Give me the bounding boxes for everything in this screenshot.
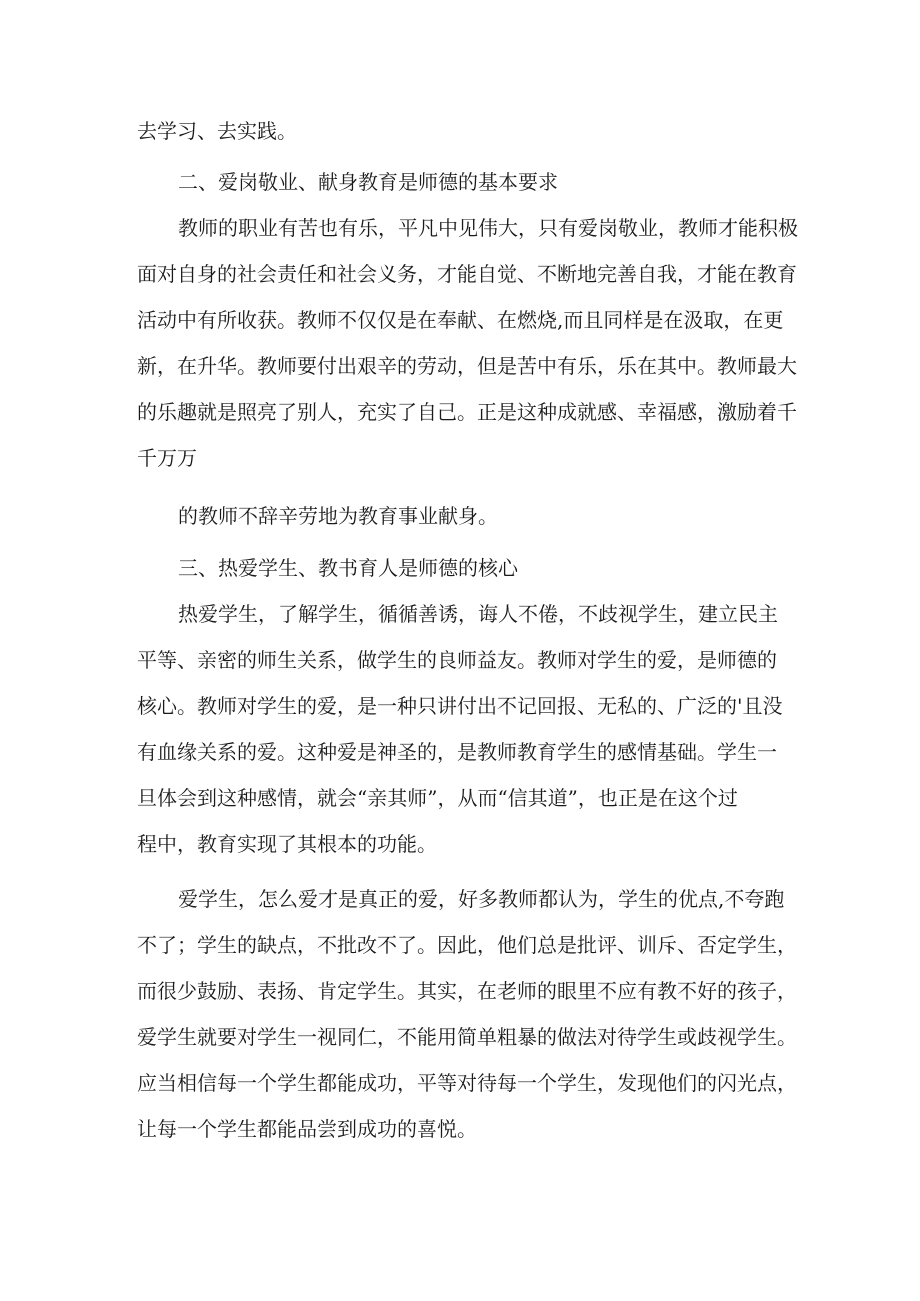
text-line: 不了；学生的缺点，不批改不了。因此，他们总是批评、训斥、否定学生， bbox=[137, 933, 797, 957]
section-heading: 三、热爱学生、教书育人是师德的核心 bbox=[178, 556, 518, 580]
text-line: 热爱学生，了解学生，循循善诱，诲人不倦，不歧视学生，建立民主 bbox=[178, 602, 778, 626]
text-line: 面对自身的社会责任和社会义务，才能自觉、不断地完善自我，才能在教育 bbox=[137, 262, 797, 286]
text-line: 旦体会到这种感情，就会“亲其师”，从而“信其道”，也正是在这个过 bbox=[137, 786, 738, 810]
text-line: 核心。教师对学生的爱，是一种只讲付出不记回报、无私的、广泛的'且没 bbox=[137, 694, 783, 718]
section-heading: 二、爱岗敬业、献身教育是师德的基本要求 bbox=[178, 170, 558, 194]
text-line: 让每一个学生都能品尝到成功的喜悦。 bbox=[137, 1117, 477, 1141]
text-line: 的乐趣就是照亮了别人，充实了自己。正是这种成就感、幸福感，激励着千 bbox=[137, 400, 797, 424]
text-line: 平等、亲密的师生关系，做学生的良师益友。教师对学生的爱，是师德的 bbox=[137, 648, 777, 672]
text-line: 应当相信每一个学生都能成功，平等对待每一个学生，发现他们的闪光点， bbox=[137, 1071, 797, 1095]
text-line: 的教师不辞辛劳地为教育事业献身。 bbox=[178, 504, 498, 528]
text-line: 新，在升华。教师要付出艰辛的劳动，但是苦中有乐，乐在其中。教师最大 bbox=[137, 354, 797, 378]
text-line: 而很少鼓励、表扬、肯定学生。其实，在老师的眼里不应有教不好的孩子， bbox=[137, 979, 797, 1003]
text-line: 程中，教育实现了其根本的功能。 bbox=[137, 832, 437, 856]
text-line: 有血缘关系的爱。这种爱是神圣的，是教师教育学生的感情基础。学生一 bbox=[137, 740, 777, 764]
text-line: 千万万 bbox=[137, 446, 197, 470]
text-line: 教师的职业有苦也有乐，平凡中见伟大，只有爱岗敬业，教师才能积极 bbox=[178, 216, 798, 240]
text-line: 去学习、去实践。 bbox=[137, 119, 297, 143]
text-line: 活动中有所收获。教师不仅仅是在奉献、在燃烧,而且同样是在汲取，在更 bbox=[137, 308, 784, 332]
text-line: 爱学生就要对学生一视同仁，不能用简单粗暴的做法对待学生或歧视学生。 bbox=[137, 1025, 797, 1049]
text-line: 爱学生，怎么爱才是真正的爱，好多教师都认为，学生的优点,不夸跑 bbox=[178, 887, 785, 911]
